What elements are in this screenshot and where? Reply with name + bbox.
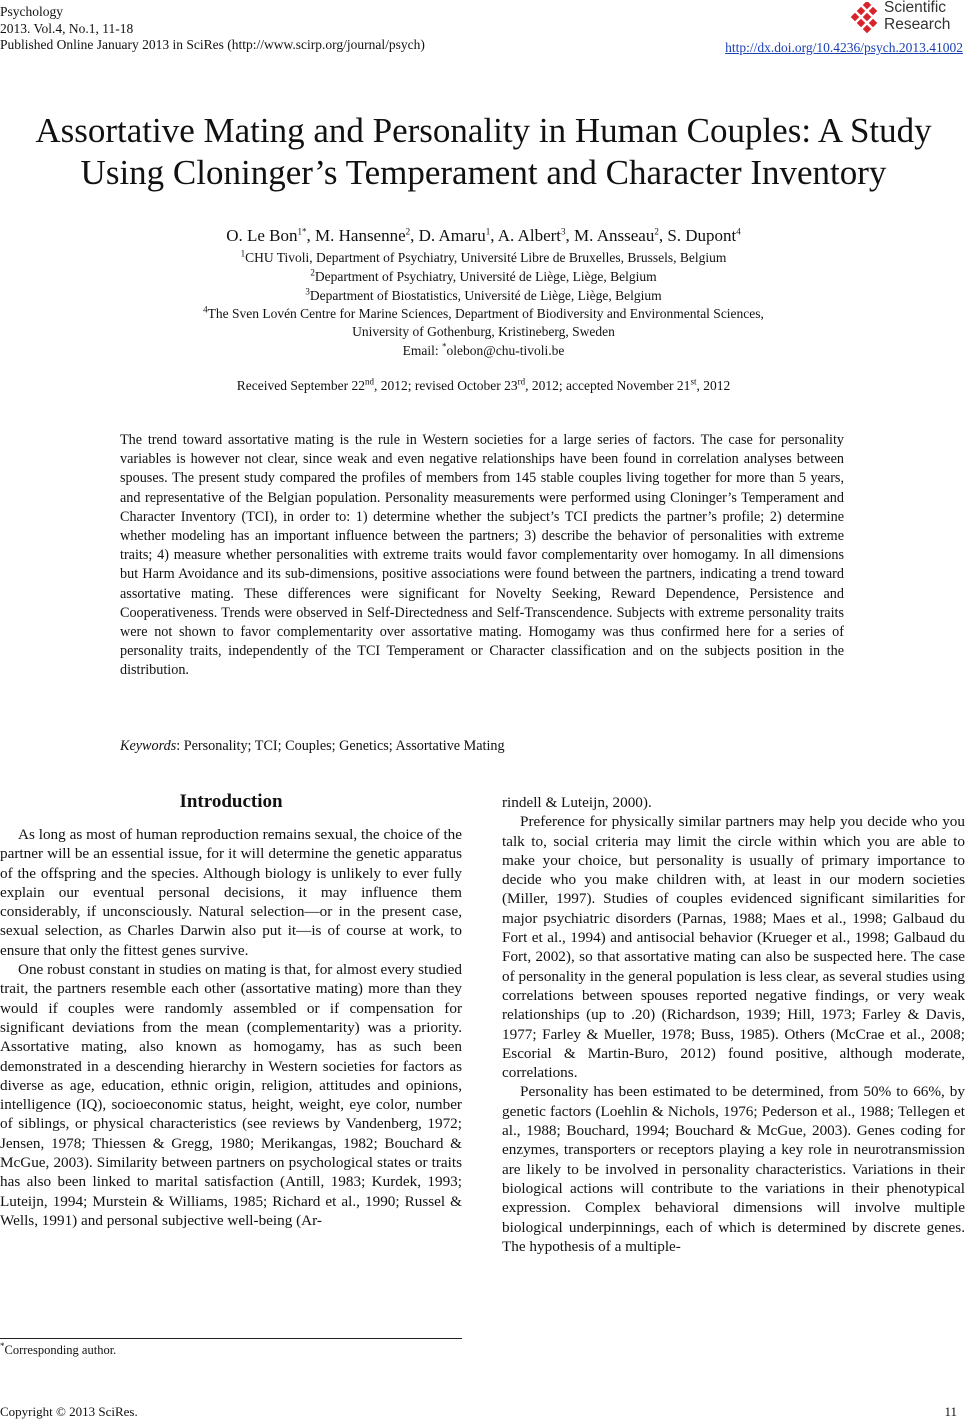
journal-header [0,4,425,54]
email-line: Email: *olebon@chu-tivoli.be [402,341,565,358]
section-heading-introduction: Introduction [179,791,283,812]
paragraph: rindell & Luteijn, 2000). [502,794,652,811]
page-number: 11 [944,1404,957,1419]
keywords-list: : Personality; TCI; Couples; Genetics; Assortative Mating [176,738,505,754]
right-column [502,793,965,1256]
author: O. Le Bon$^{1*}$, [226,226,315,245]
logo-text-2: Research [884,15,951,33]
affiliation-4-cont: University of Gothenburg, Kristineberg, Sweden [352,324,615,339]
author: S. Dupont$^4$ [667,226,741,245]
published-online: Published Online January 2013 in SciRes (http://www.scirp.org/journal/psych) [0,37,425,52]
paragraph: Preference for physically similar partners may help you decide who you talk to, social criteria may limit the circle within which you are able to make your choice, but personality is usually of primary importance to decide who you make children with, at least in our modern societies (Miller, 1997). Studies of couples evidenced significant similarities for major psychiatric disorders (Parnas, 1988; Maes et al., 1998; Galbaud du Fort et al., 1994) and antisocial behavior (Krueger et al., 1998; Galbaud du Fort, 2002), so that assortative mating can also be suspected here. The case of personality in the general population is less clear, as several studies using correlations between spouses reported negative findings, or very weak relationships (up to .20) (Richardson, 1939; Hill, 1973; Farley & Davis, 1977; Farley & Mueller, 1978; Buss, 1985). Others (McCrae et al., 2008; Escorial & Martin-Buro, 2012) found positive, although moderate, correlations. [502,813,965,1082]
affiliation-2: $^2$Department of Psychiatry, Université de Liège, Liège, Belgium [310,267,657,284]
paper-title [0,110,967,194]
copyright: Copyright © 2013 SciRes. [0,1404,138,1419]
paragraph: Personality has been estimated to be determined, from 50% to 66%, by genetic factors (Loehlin & Nichols, 1976; Pederson et al., 1988; Tellegen et al., 1988; Bouchard, 1994; Bouchard & McGue, 2003). Genes coding for enzymes, transporters or receptors playing a key role in neurotransmission are likely to be involved in personality characteristics. Variations in their biological actions will contribute to the variations in their phenotypical expression. Complex behavioral dimensions will involve multiple biological underpinnings, each of which is determined by discrete genes. The hypothesis of a multiple- [502,1083,965,1255]
affiliation-1: $^1$CHU Tivoli, Department of Psychiatry, Université Libre de Bruxelles, Brussels, Belgium [240,248,727,265]
author: M. Ansseau$^2$, [574,226,668,245]
received-dates: Received September 22nd, 2012; revised October 23rd, 2012; accepted November 21st, 2012 [236,376,731,393]
publisher-logo [850,0,965,36]
title-line-1: Assortative Mating and Personality in Human Couples: A Study [35,111,932,150]
paragraph: One robust constant in studies on mating is that, for almost every studied trait, the partners resemble each other (assortative mating) more than they would if couples were randomly assembled or if compensation for significant deviations from the mean (complementarity) was a priority. Assortative mating, also known as homogamy, has as such been demonstrated in a descending hierarchy in Western societies for factors as diverse as age, education, ethnic origin, religion, attitudes and opinions, intelligence (IQ), socioeconomic status, height, weight, eye color, number of siblings, or physical characteristics (see reviews by Vandenberg, 1972; Jensen, 1978; Thiessen & Gregg, 1980; Merikangas, 1982; Bouchard & McGue, 2003). Similarity between partners on psychological states or traits has also been linked to marital satisfaction (Antill, 1983; Kurdek, 1993; Luteijn, 1994; Murstein & Williams, 1985; Richard et al., 1990; Russel & Wells, 1991) and personal subjective well-being (Ar- [0,961,462,1229]
journal-name: Psychology [0,4,64,19]
author: D. Amaru$^1$, [418,226,498,245]
left-column [0,825,462,1230]
logo-text-1: Scientific [884,0,947,16]
author: M. Hansenne$^2$, [315,226,419,245]
author-list [0,226,967,246]
doi-link[interactable]: http://dx.doi.org/10.4236/psych.2013.41002 [725,40,963,55]
keywords-label: Keywords [120,738,177,754]
email-address[interactable]: olebon@chu-tivoli.be [446,343,565,358]
logo-diamonds-icon [850,2,884,34]
affiliation-4: $^4$The Sven Lovén Centre for Marine Sciences, Department of Biodiversity and Environmental Sciences, [203,304,764,321]
paragraph: As long as most of human reproduction remains sexual, the choice of the partner will be an essential issue, for it will determine the genetic apparatus of the offspring and the species. Although biology is unlikely to ever fully explain our eventual personal decisions, it may influence them considerably, if unconsciously. Natural selection—or in the present case, sexual selection, as Charles Darwin also put it—is of course at work, to ensure that only the fittest genes survive. [0,826,462,959]
footnote: *Corresponding author. [0,1340,117,1357]
author: A. Albert$^3$, [497,226,575,245]
keywords [120,738,505,755]
journal-volume: 2013. Vol.4, No.1, 11-18 [0,20,134,36]
title-line-2: Using Cloninger’s Temperament and Character Inventory [80,153,887,192]
abstract: The trend toward assortative mating is the rule in Western societies for a large series of factors. The case for personality variables is however not clear, since weak and even negative relationships have been found in correlation analyses between spouses. The present study compared the profiles of members from 145 stable couples living together for more than 5 years, and representative of the Belgian population. Personality measurements were performed using Cloninger’s Temperament and Character Inventory (TCI), in order to: 1) determine whether the subject’s TCI predicts the partner’s profile; 2) determine whether modeling has an important influence between the partners; 3) describe the behavior of personalities with extreme traits; 4) measure whether personalities with extreme traits would favor complementarity over homogamy. In all dimensions but Harm Avoidance and its sub-dimensions, positive associations were found between the partners, indicating a trend toward assortative mating. These differences were significant for Novelty Seeking, Reward Dependence, Persistence and Cooperativeness. Trends were observed in Self-Directedness and Self-Transcendence. Subjects with extreme personality traits were not shown to favor complementarity over assortative mating. Homogamy was thus confirmed here for a series of personality traits, independently of the TCI Temperament or Character classification and on the subjects position in the distribution. [120,432,844,679]
footnote-rule [0,1338,462,1339]
affiliation-3: $^3$Department of Biostatistics, Université de Liège, Liège, Belgium [305,286,662,303]
